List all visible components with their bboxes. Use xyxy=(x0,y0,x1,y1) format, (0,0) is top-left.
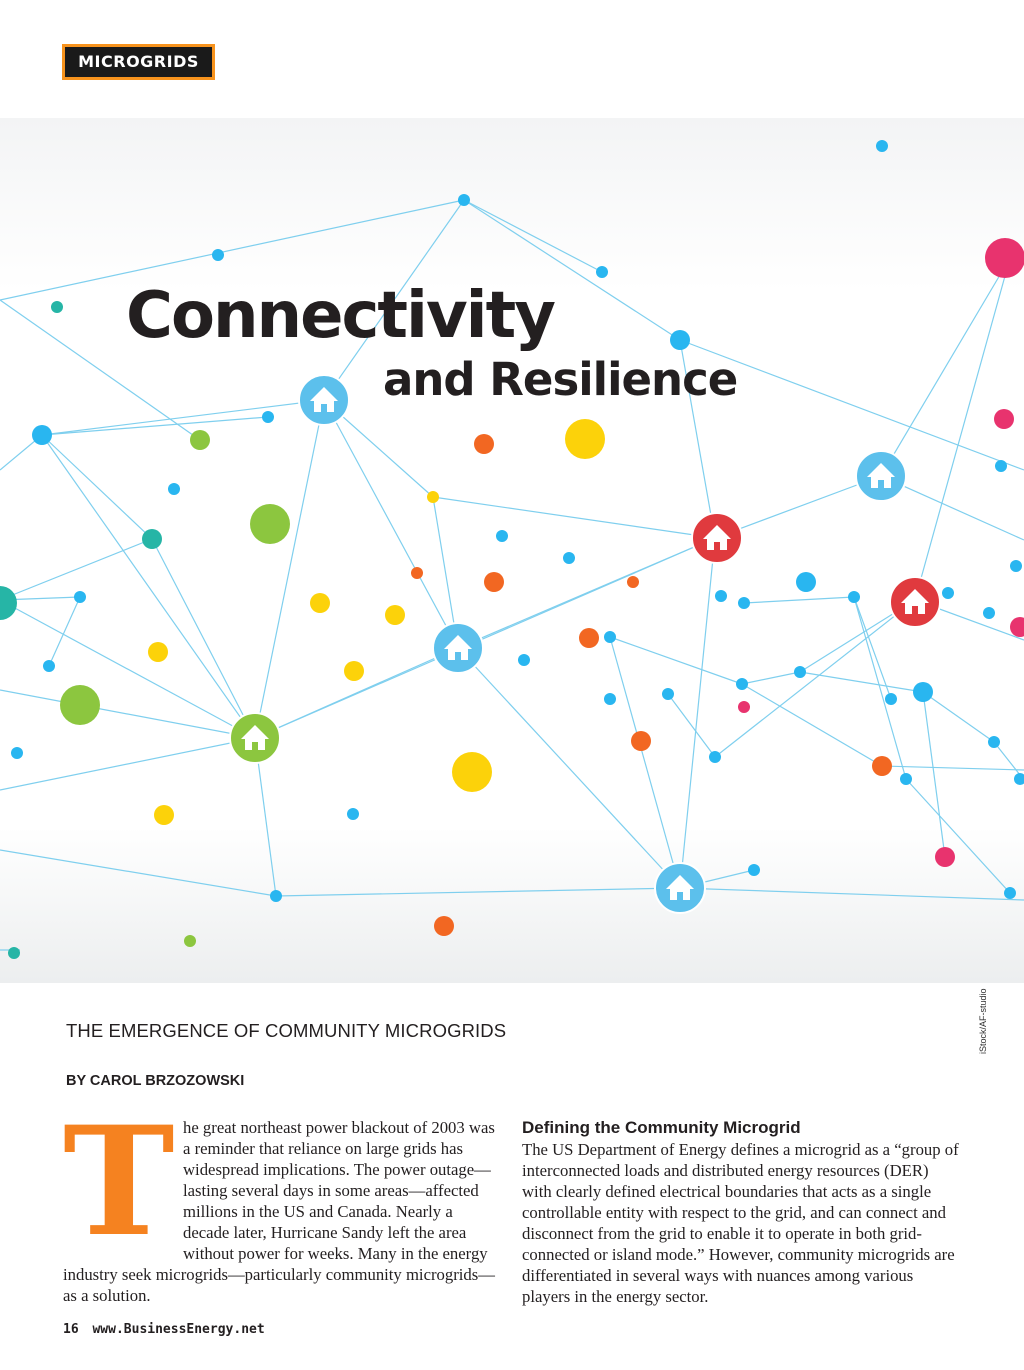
house-icon xyxy=(890,577,940,627)
photo-credit: iStock/AF-studio xyxy=(978,988,988,1054)
network-line xyxy=(276,888,680,896)
network-node xyxy=(563,552,575,564)
network-node xyxy=(995,460,1007,472)
house-icon xyxy=(856,451,906,501)
network-node xyxy=(715,590,727,602)
network-node xyxy=(385,605,405,625)
network-node xyxy=(310,593,330,613)
network-node xyxy=(51,301,63,313)
network-line xyxy=(742,672,800,684)
network-node xyxy=(484,572,504,592)
network-node xyxy=(411,567,423,579)
network-line xyxy=(906,779,1010,893)
network-node xyxy=(262,411,274,423)
network-node xyxy=(604,693,616,705)
network-node xyxy=(43,660,55,672)
network-node xyxy=(344,661,364,681)
footer-url: www.BusinessEnergy.net xyxy=(92,1322,265,1337)
network-node xyxy=(670,330,690,350)
section-tag: MICROGRIDS xyxy=(62,44,215,80)
drop-cap-box xyxy=(63,1094,181,1270)
page-number: 16 xyxy=(63,1322,79,1337)
network-line xyxy=(881,258,1010,476)
network-node xyxy=(579,628,599,648)
house-icon xyxy=(655,863,705,913)
byline: BY CAROL BRZOZOWSKI xyxy=(66,1073,245,1089)
network-node xyxy=(627,576,639,588)
network-line xyxy=(42,417,268,435)
network-line xyxy=(0,850,276,896)
house-icon xyxy=(433,623,483,673)
article-title: Connectivity xyxy=(126,279,554,353)
network-node xyxy=(347,808,359,820)
network-graphic xyxy=(0,118,1024,983)
network-line xyxy=(923,692,994,742)
network-node xyxy=(596,266,608,278)
house-icon xyxy=(230,713,280,763)
network-node xyxy=(988,736,1000,748)
network-line xyxy=(744,597,854,603)
network-line xyxy=(433,497,715,538)
network-node xyxy=(876,140,888,152)
network-line xyxy=(610,637,742,684)
network-node xyxy=(748,864,760,876)
network-node xyxy=(662,688,674,700)
house-icon xyxy=(299,375,349,425)
network-node xyxy=(434,916,454,936)
network-node xyxy=(848,591,860,603)
definition-paragraph: The US Department of Energy defines a microgrid as a “group of interconnected loads and distributed energy resources (DER) with clearly defined electrical boundaries that acts as a single controllable entity with respect to the grid, and can connect and disconnect from the grid to enable it to operate in both grid-connected or island mode.” However, community microgrids are differentiated in several ways with nuances among various players in the energy sector. xyxy=(522,1140,959,1306)
network-node xyxy=(709,751,721,763)
network-node xyxy=(736,678,748,690)
network-node xyxy=(250,504,290,544)
network-node xyxy=(913,682,933,702)
network-node xyxy=(452,752,492,792)
network-node xyxy=(1004,887,1016,899)
network-line xyxy=(680,538,715,888)
network-line xyxy=(0,690,255,738)
network-node xyxy=(794,666,806,678)
network-node xyxy=(496,530,508,542)
network-line xyxy=(742,684,882,766)
network-node xyxy=(0,586,17,620)
network-line xyxy=(0,539,152,600)
network-illustration xyxy=(0,118,1024,983)
network-node xyxy=(1010,617,1024,637)
network-node xyxy=(631,731,651,751)
network-line xyxy=(152,539,255,738)
network-node xyxy=(184,935,196,947)
drop-cap: T xyxy=(63,1094,175,1270)
network-node xyxy=(270,890,282,902)
network-node xyxy=(604,631,616,643)
network-node xyxy=(190,430,210,450)
network-node xyxy=(1010,560,1022,572)
network-node xyxy=(900,773,912,785)
network-node xyxy=(8,947,20,959)
network-line xyxy=(923,692,945,857)
network-node xyxy=(796,572,816,592)
network-node xyxy=(942,587,954,599)
network-line xyxy=(0,600,255,738)
network-node xyxy=(168,483,180,495)
network-node xyxy=(518,654,530,666)
network-line xyxy=(715,600,915,757)
network-line xyxy=(42,435,152,539)
network-node xyxy=(738,597,750,609)
section-heading: Defining the Community Microgrid xyxy=(522,1118,801,1137)
network-line xyxy=(464,200,602,272)
network-node xyxy=(148,642,168,662)
network-line xyxy=(915,258,1010,600)
network-node xyxy=(474,434,494,454)
network-line xyxy=(42,400,324,435)
network-node xyxy=(32,425,52,445)
network-node xyxy=(427,491,439,503)
network-node xyxy=(985,238,1024,278)
network-node xyxy=(11,747,23,759)
network-node xyxy=(1014,773,1024,785)
network-line xyxy=(49,597,80,666)
network-node xyxy=(212,249,224,261)
network-line xyxy=(0,738,255,790)
network-node xyxy=(458,194,470,206)
network-node xyxy=(738,701,750,713)
network-line xyxy=(668,694,715,757)
page-footer xyxy=(63,1322,265,1337)
intro-paragraph: he great northeast power blackout of 2003 was a reminder that reliance on large grids has widespread implications. The power outage—lasting several days in some areas—affected millions in the US and Canada. Nearly a decade later, Hurricane Sandy left the area without power for weeks. Many in the energy industry seek microgrids—particularly community microgrids—as a solution. xyxy=(63,1118,495,1305)
network-node xyxy=(983,607,995,619)
network-node xyxy=(142,529,162,549)
network-node xyxy=(60,685,100,725)
right-column xyxy=(522,1117,962,1307)
network-node xyxy=(154,805,174,825)
network-line xyxy=(255,400,324,738)
network-node xyxy=(994,409,1014,429)
network-node xyxy=(885,693,897,705)
left-column xyxy=(63,1094,495,1306)
network-node xyxy=(74,591,86,603)
network-node xyxy=(565,419,605,459)
network-line xyxy=(680,888,1024,900)
network-node xyxy=(935,847,955,867)
network-node xyxy=(872,756,892,776)
network-line xyxy=(800,672,923,692)
article-deck: THE EMERGENCE OF COMMUNITY MICROGRIDS xyxy=(66,1020,507,1041)
article-subtitle: and Resilience xyxy=(383,353,738,406)
house-icon xyxy=(692,513,742,563)
